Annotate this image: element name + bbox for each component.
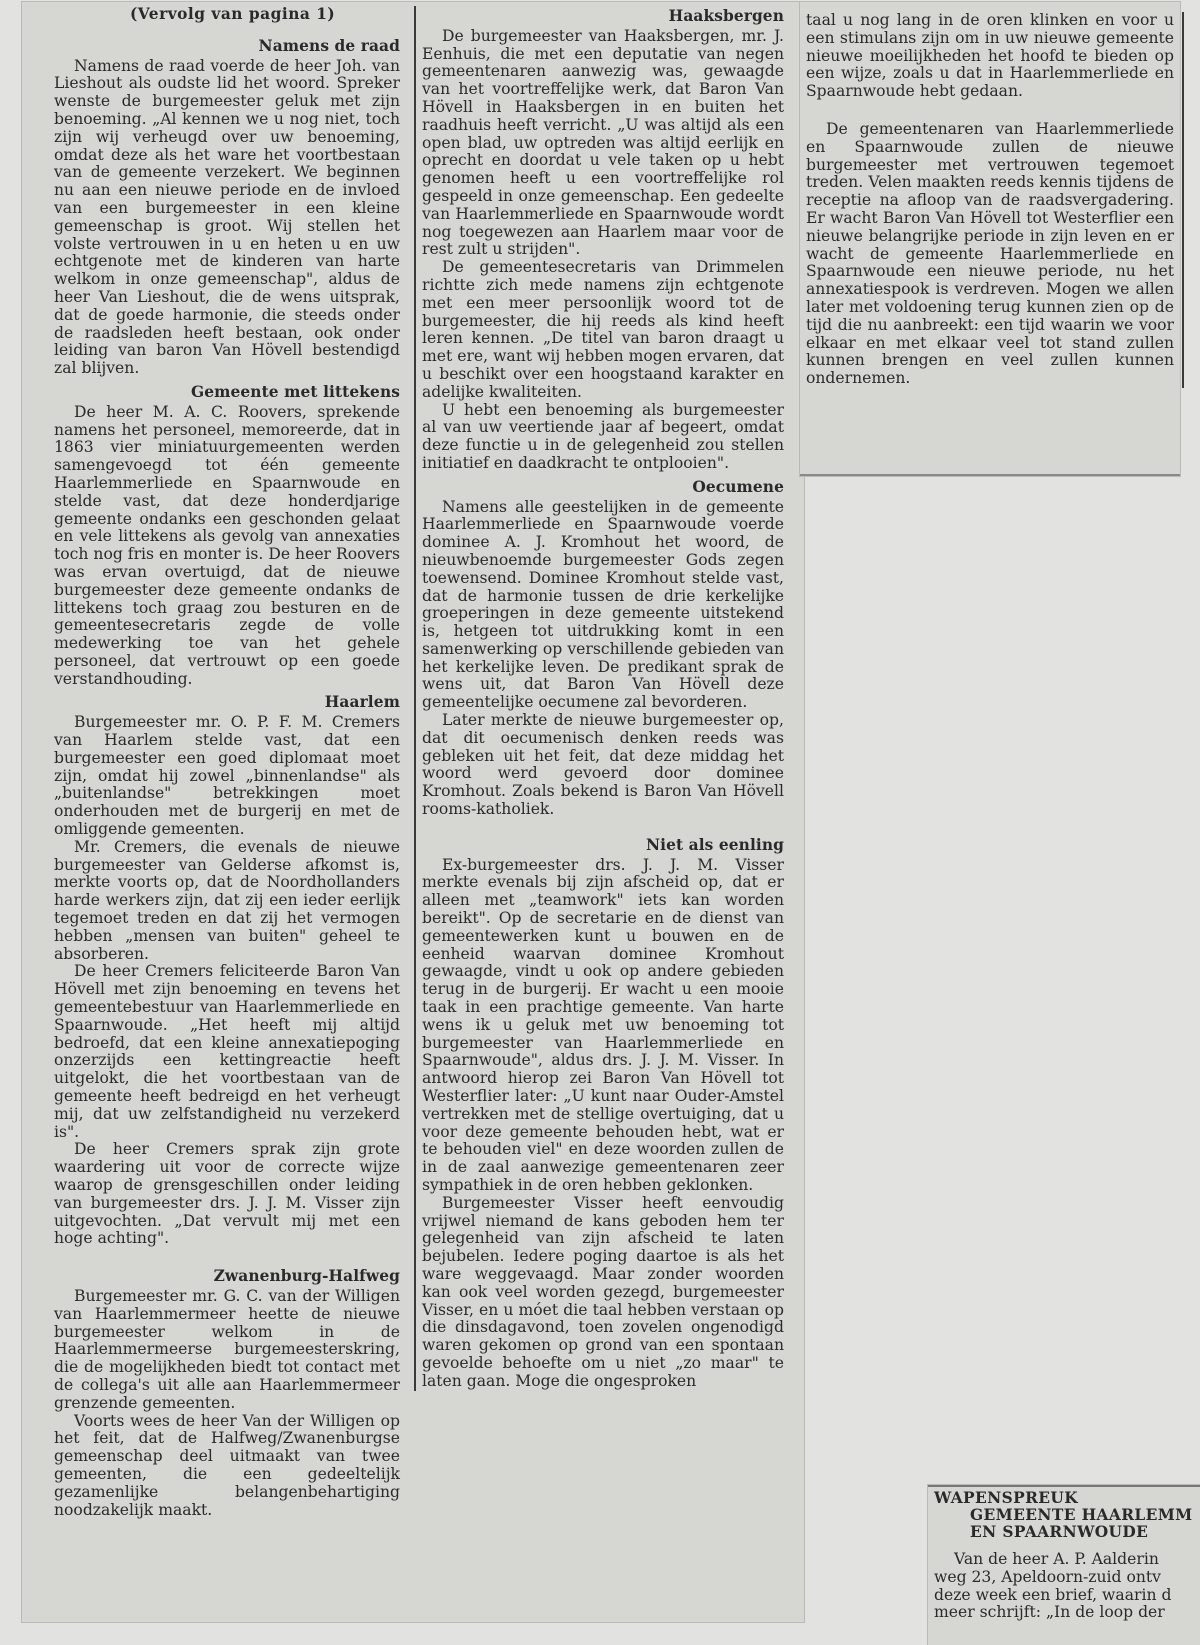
paragraph: Mr. Cremers, die evenals de nieuwe burgemeester van Gelderse afkomst is, merkte voorts op, dat de Noordhollanders harde werkers zijn, dat zij een ieder eerlijk tegemoet treden en dat zij het vermogen hebben „mensen van buiten" geheel te absorberen. [54, 837, 400, 963]
article-column-1 [54, 6, 400, 1519]
paragraph: De heer Cremers feliciteerde Baron Van Hövell met zijn benoeming en tevens het gemeentebestuur van Haarlemmerliede en Spaarnwoude. „Het heeft mij altijd bedroefd, dat een kleine annexatiepoging onzerzijds een kettingreactie heeft uitgelokt, die het voortbestaan van de gemeente heeft bedreigd en het verheugt mij, dat uw zelfstandigheid nu verzekerd is". [54, 962, 400, 1141]
paragraph: U hebt een benoeming als burgemeester al van uw veertiende jaar af begeert, omdat deze functie u in de gelegenheid zou stellen initiatief en daadkracht te ontplooien". [422, 400, 784, 472]
section-heading: Haaksbergen [668, 7, 784, 25]
paragraph: Burgemeester Visser heeft eenvoudig vrijwel niemand de kans geboden hem ter gelegenheid van zijn afscheid te laten bejubelen. Iedere poging daartoe is als het ware weggevaagd. Maar zonder woorden kan ook veel worden gezegd, burgemeester Visser, en u móet die taal hebben verstaan op die dinsdagavond, toen zovelen ongenodigd waren gekomen op grond van een spontaan gevoelde behoefte om u niet „zo maar" te laten gaan. Moge die ongesproken [422, 1193, 784, 1390]
section-heading: Gemeente met littekens [190, 382, 400, 401]
section-heading: Niet als eenling [645, 835, 784, 854]
paragraph: De heer Cremers sprak zijn grote waardering uit voor de correcte wijze waarop de grensgeschillen onder leiding van burgemeester drs. J. J. M. Visser zijn uitgevochten. „Dat vervult mij met een hoge achting". [54, 1140, 400, 1248]
wapenspreuk-article [934, 1490, 1200, 1622]
section-heading: Namens de raad [258, 36, 400, 55]
paragraph: Ex-burgemeester drs. J. J. M. Visser merkte evenals bij zijn afscheid op, dat er alleen met „teamwork" iets kan worden bereikt". Op de secretarie en de dienst van gemeentewerken kunt u bouwen en de eenheid waarvan dominee Kromhout gewaagde, vindt u ook op andere gebieden terug in de burgerij. Er wacht u een mooie taak in een prachtige gemeente. Van harte wens ik u geluk met uw benoeming tot burgemeester van Haarlemmerliede en Spaarnwoude", aldus drs. J. J. M. Visser. In antwoord hierop zei Baron Van Hövell tot Westerflier later: „U kunt naar Ouder-Amstel vertrekken met de stellige overtuiging, dat u voor deze gemeente behouden hebt, wat er te behouden viel" en deze woorden zullen de in de zaal aanwezige gemeentenaren zeer sympathiek in de oren hebben geklonken. [422, 855, 784, 1194]
paragraph: De burgemeester van Haaksbergen, mr. J. Eenhuis, die met een deputatie van negen gemeentenaren aanwezig was, gewaagde van het voortreffelijke werk, dat Baron Van Hövell in Haaksbergen in en buiten het raadhuis heeft verricht. „U was altijd als een open blad, uw optreden was altijd eerlijk en oprecht en doordat u vele taken op u hebt genomen heeft u een voortreffelijke rol gespeeld in onze gemeenschap. Een gedeelte van Haarlemmerliede en Spaarnwoude wordt nog toegewezen aan Haarlem maar voor de rest zult u strijden". [422, 26, 784, 259]
continuation-note: (Vervolg van pagina 1) [130, 5, 336, 23]
article-column-2 [414, 6, 784, 1391]
text-line: Van de heer A. P. Aalderin [954, 1550, 1159, 1568]
paragraph: Burgemeester mr. O. P. F. M. Cremers van Haarlem stelde vast, dat een burgemeester een goed diplomaat moet zijn, omdat hij zowel „binnenlandse" als „buitenlandse" betrekkingen moet onderhouden met de burgerij en met de omliggende gemeenten. [54, 713, 400, 839]
headline-line-1: WAPENSPREUK [934, 1489, 1079, 1507]
headline-line-3: EN SPAARNWOUDE [970, 1523, 1149, 1541]
text-line: meer schrijft: „In de loop der [934, 1603, 1165, 1622]
paragraph: taal u nog lang in de oren klinken en voor u een stimulans zijn om in uw nieuwe gemeente nieuwe moeilijkheden het hoofd te bieden op een wijze, zoals u dat in Haarlemmerliede en Spaarnwoude hebt gedaan. [806, 11, 1174, 101]
paragraph: De gemeentesecretaris van Drimmelen richtte zich mede namens zijn echtgenote met een meer persoonlijk woord tot de burgemeester, die hij reeds als kind heeft leren kennen. „De titel van baron draagt u met ere, want wij hebben mogen ervaren, dat u beschikt over een hoogstaand karakter en adelijke kwaliteiten. [422, 258, 784, 401]
text-line: deze week een brief, waarin d [934, 1585, 1172, 1604]
paragraph: Namens alle geestelijken in de gemeente Haarlemmerliede en Spaarnwoude voerde dominee A. J. Kromhout het woord, de nieuwbenoemde burgemeester Gods zegen toewensend. Dominee Kromhout stelde vast, dat de harmonie tussen de drie kerkelijke groeperingen in deze gemeente uitstekend is, hetgeen tot uitdrukking komt in een samenwerking op verschillende gebieden van het kerkelijke leven. De predikant sprak de wens uit, dat Baron Van Hövell deze gemeentelijke oecumene zal bevorderen. [422, 497, 784, 712]
paragraph: Burgemeester mr. G. C. van der Willigen van Haarlemmermeer heette de nieuwe burgemeester welkom in de Haarlemmermeerse burgemeesterskring, die de mogelijkheden biedt tot contact met de collega's uit alle aan Haarlemmermeer grenzende gemeenten. [54, 1286, 400, 1412]
section-heading: Oecumene [692, 477, 784, 496]
paragraph: De gemeentenaren van Haarlemmerliede en Spaarnwoude zullen de nieuwe burgemeester met vertrouwen tegemoet treden. Velen maakten reeds kennis tijdens de receptie na afloop van de raadsvergadering. Er wacht Baron Van Hövell tot Westerflier een nieuwe belangrijke periode in zijn leven en er wacht de gemeente Haarlemmerliede en Spaarnwoude een nieuwe periode, nu het annexatiespook is verdreven. Mogen we allen later met voldoening terug kunnen zien op de tijd die nu aanbreekt: een tijd waarin we voor elkaar en met elkaar veel tot stand zullen kunnen brengen en veel zullen kunnen ondernemen. [806, 119, 1174, 388]
paragraph: Namens de raad voerde de heer Joh. van Lieshout als oudste lid het woord. Spreker wenste de burgemeester geluk met zijn benoeming. „Al kennen we u nog niet, toch zijn wij verheugd over uw benoeming, omdat deze als het ware het voortbestaan van de gemeente verzekert. We beginnen nu aan een nieuwe periode en de invloed van een burgemeester in een kleine gemeenschap is groot. Wij stellen het volste vertrouwen in u en heten u en uw echtgenote met de kinderen van harte welkom in onze gemeenschap", aldus de heer Van Lieshout, die de wens uitsprak, dat de goede harmonie, die steeds onder de raadsleden heeft bestaan, ook onder leiding van baron Van Hövell bestendigd zal blijven. [54, 56, 400, 378]
article-column-3 [806, 12, 1184, 388]
paragraph: De heer M. A. C. Roovers, sprekende namens het personeel, memoreerde, dat in 1863 vier miniatuurgemeenten werden samengevoegd tot één gemeente Haarlemmerliede en Spaarnwoude en stelde vast, dat deze honderdjarige gemeente ondanks een geschonden gelaat en vele littekens als gevolg van annexaties toch nog fris en monter is. De heer Roovers was ervan overtuigd, dat de nieuwe burgemeester deze gemeente ondanks de littekens toch graag zou besturen en de gemeentesecretaris zegde de volle medewerking toe van het gehele personeel, dat vertrouwt op een goede verstandhouding. [54, 402, 400, 688]
paragraph-gap [806, 101, 1174, 121]
section-heading: Haarlem [324, 693, 400, 712]
text-line: weg 23, Apeldoorn-zuid ontv [934, 1567, 1161, 1586]
paragraph: Voorts wees de heer Van der Willigen op het feit, dat de Halfweg/Zwanenburgse gemeenschap deel uitmaakt van twee gemeenten, die een gedeeltelijk gezamenlijke belangenbehartiging noodzakelijk maakt. [54, 1411, 400, 1519]
section-heading: Zwanenburg-Halfweg [213, 1267, 400, 1286]
article-headline [934, 1490, 1200, 1541]
headline-line-2: GEMEENTE HAARLEMM [970, 1506, 1193, 1524]
paragraph: Later merkte de nieuwe burgemeester op, dat dit oecumenisch denken reeds was gebleken uit het feit, dat deze middag het woord werd gevoerd door dominee Kromhout. Zoals bekend is Baron Van Hövell rooms-katholiek. [422, 711, 784, 819]
